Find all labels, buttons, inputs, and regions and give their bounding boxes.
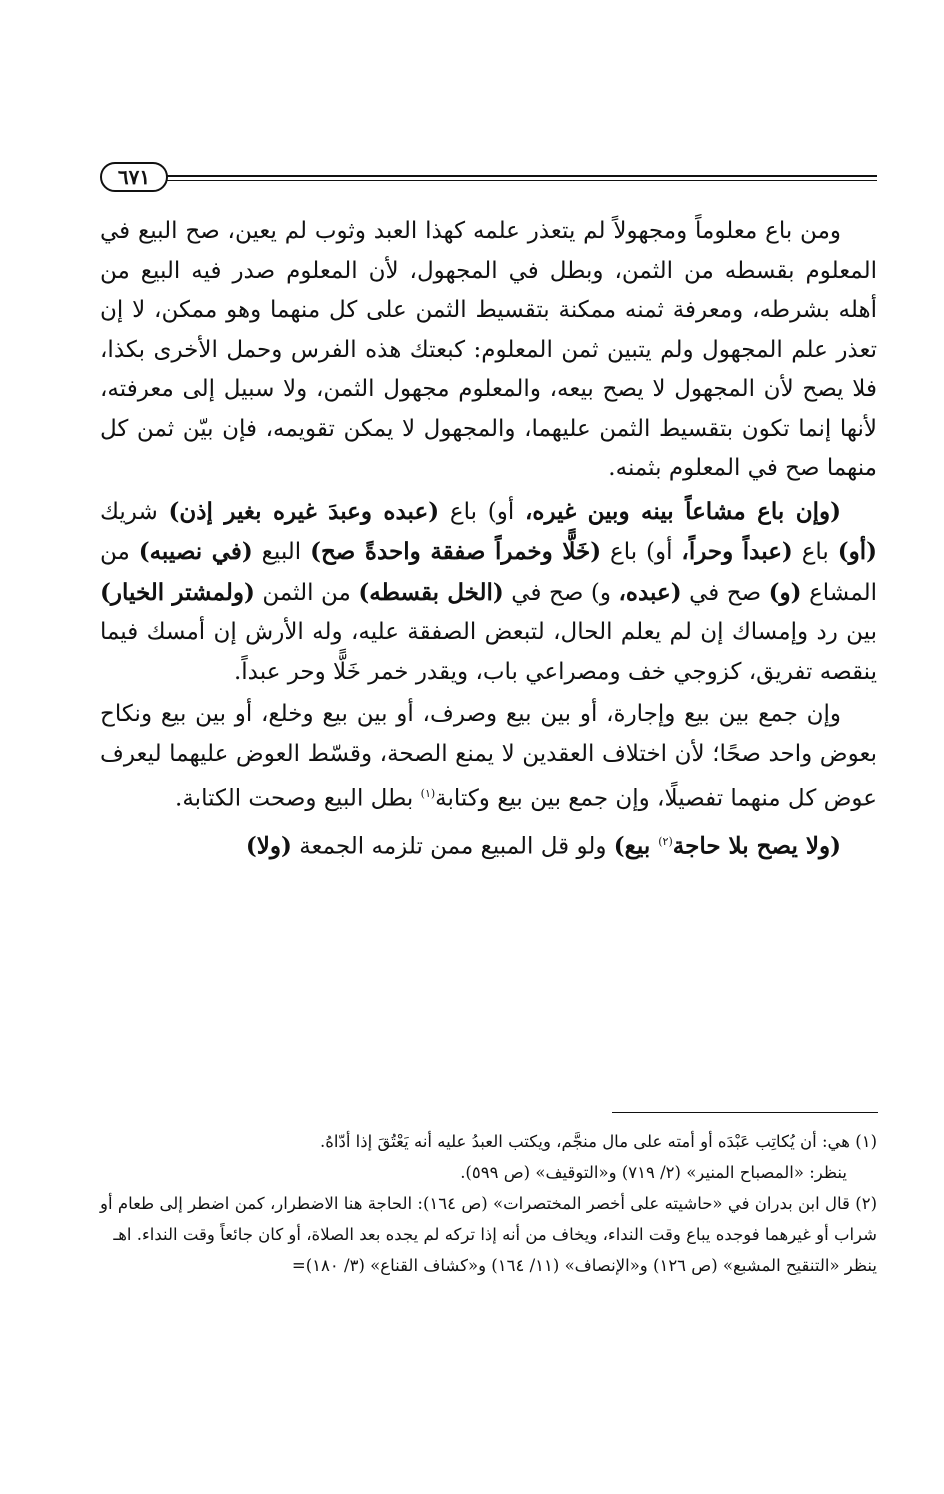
- sharh-text: البيع: [252, 539, 311, 565]
- matn-text: (أو): [837, 538, 877, 565]
- page-number: ٦٧١: [100, 162, 168, 192]
- footnote-2: (٢) قال ابن بدران في «حاشيته على أخصر المختصرات» (ص ١٦٤): الحاجة هنا الاضطرار، كمن اضطر إلى طعام أو شراب أو غيرهما فوجده يباع وقت النداء، ويخاف من أنه إذا تركه لم يجده بعد الصلاة، أو كان جائعاً وقت النداء. اهـ: [100, 1194, 877, 1244]
- matn-text: بيع): [613, 832, 659, 860]
- footnote-separator: [612, 1112, 878, 1113]
- paragraph-4: [100, 822, 877, 867]
- matn-text: (الخل بقسطه): [358, 578, 504, 606]
- sharh-text: بطل البيع وصحت الكتابة.: [175, 785, 421, 812]
- sharh-text: من الثمن: [254, 579, 359, 606]
- footnote-1: (١) هي: أن يُكاتِب عَبْدَه أو أمته على مال منجَّم، ويكتب العبدُ عليه أنه يَعْتُقَ إذا أدّاهُ.: [320, 1132, 877, 1151]
- main-text: [100, 212, 877, 870]
- matn-text: (خَلًّا وخمراً صفقة واحدةً صح): [310, 538, 602, 565]
- sharh-text: من المشاع: [100, 539, 878, 606]
- page-header: [100, 162, 877, 194]
- matn-text: (عبده وعبدَ غيره بغير إذن): [168, 497, 440, 525]
- header-rule-thin: [160, 180, 877, 181]
- footnotes: [100, 1126, 877, 1281]
- matn-text: (و): [768, 578, 802, 606]
- sharh-text: ولو قل المبيع ممن تلزمه الجمعة: [291, 833, 614, 860]
- sharh-text: صح في: [681, 579, 769, 606]
- matn-text: (عبداً وحراً،: [681, 538, 793, 565]
- matn-text: (عبده،: [618, 578, 682, 606]
- sharh-text: باع: [792, 539, 838, 565]
- paragraph-2: [100, 492, 877, 693]
- sharh-text: أو) باع: [439, 498, 525, 525]
- paragraph-1: ومن باع معلوماً ومجهولاً لم يتعذر علمه كهذا العبد وثوب لم يعين، صح البيع في المعلوم بقسطه من الثمن، وبطل في المجهول، لأن المعلوم صدر فيه البيع من أهله بشرطه، ومعرفة ثمنه ممكنة بتقسيط الثمن على كل منهما وهو ممكن، لا إن تعذر علم المجهول ولم يتبين ثمن المعلوم: كبعتك هذه الفرس وحمل الأخرى بكذا، فلا يصح لأن المجهول لا يصح بيعه، والمعلوم مجهول الثمن، ولا سبيل إلى معرفته، لأنها إنما تكون بتقسيط الثمن عليهما، والمجهول لا يمكن تقويمه، فإن بيّن ثمن كل منهما صح في المعلوم بثمنه.: [100, 218, 877, 481]
- matn-text: (وإن باع مشاعاً بينه وبين غيره،: [525, 497, 841, 525]
- header-rule-thick: [160, 175, 877, 177]
- sharh-text: بين رد وإمساك إن لم يعلم الحال، لتبعض الصفقة عليه، وله الأرش إن أمسك فيما ينقصه تفريق، كزوجي خف ومصراعي باب، ويقدر خمر خَلًّا وحر عبداً.: [100, 619, 877, 685]
- footnote-1-reference: ينظر: «المصباح المنير» (٢/ ٧١٩) و«التوقيف» (ص ٥٩٩).: [460, 1163, 847, 1182]
- matn-text: (ولمشتر الخيار): [100, 578, 255, 606]
- matn-text: (في نصيبه): [138, 538, 253, 565]
- footnote-ref[interactable]: (١): [420, 787, 436, 800]
- sharh-text: و) صح في: [503, 579, 619, 606]
- paragraph-3: [100, 695, 877, 819]
- footnote-2-reference: ينظر «التنقيح المشبع» (ص ١٢٦) و«الإنصاف» (١١/ ١٦٤) و«كشاف القناع» (٣/ ١٨٠)=: [291, 1256, 877, 1275]
- matn-text: (ولا): [245, 832, 292, 860]
- sharh-text: شريك: [100, 498, 169, 525]
- sharh-text: أو) باع: [601, 539, 682, 565]
- sharh-text: وإن جمع بين بيع وإجارة، أو بين بيع وصرف، أو بين بيع وخلع، أو بين بيع ونكاح بعوض واحد صحًا؛ لأن اختلاف العقدين لا يمنع الصحة، وقسّط العوض عليهما ليعرف عوض كل منهما تفصيلًا، وإن جمع بين بيع وكتابة: [100, 701, 877, 812]
- matn-text: (ولا يصح بلا حاجة: [672, 832, 841, 860]
- footnote-ref[interactable]: (٢): [658, 835, 673, 849]
